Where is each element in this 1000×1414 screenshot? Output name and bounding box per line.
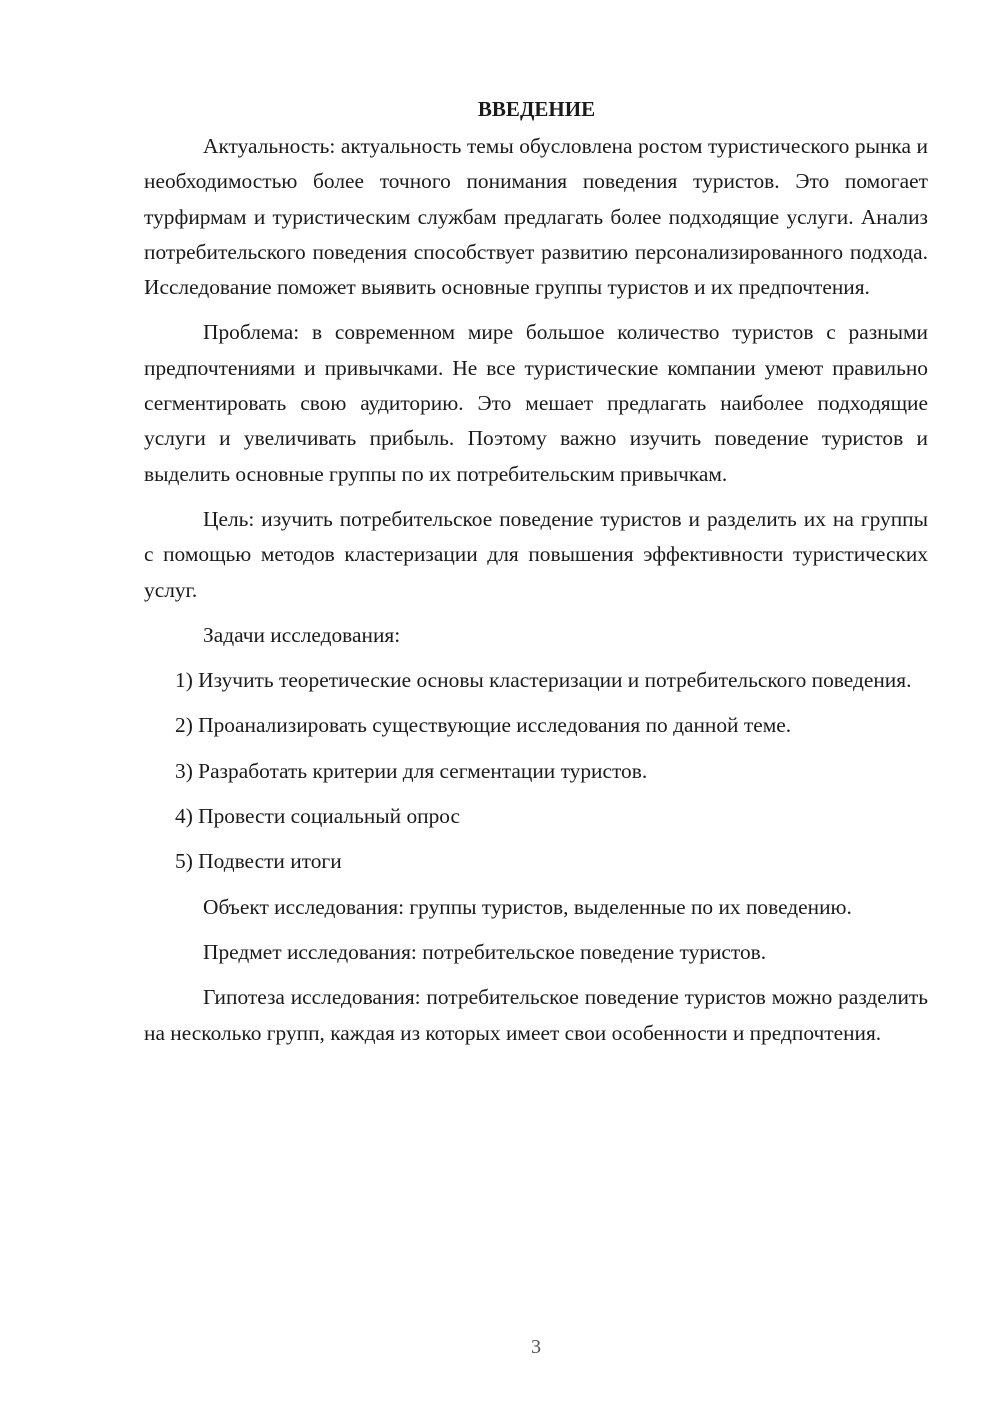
paragraph-hypothesis: Гипотеза исследования: потребительское поведение туристов можно разделить на несколько групп, каждая из которых имеет свои особенности и предпочтения. — [144, 985, 928, 1045]
paragraph-tasks-intro: Задачи исследования: — [203, 622, 401, 647]
section-heading: ВВЕДЕНИЕ — [477, 97, 596, 121]
list-item: 1) Изучить теоретические основы кластеризации и потребительского поведения. — [175, 668, 912, 693]
paragraph-problem: Проблема: в современном мире большое количество туристов с разными предпочтениями и привычками. Не все туристические компании умеют правильно сегментировать свою аудиторию. Это мешает предлагать наиболее подходящие услуги и увеличивать прибыль. Поэтому важно изучить поведение туристов и выделить основные группы по их потребительским привычкам. — [144, 320, 928, 486]
list-item: 3) Разработать критерии для сегментации туристов. — [175, 758, 648, 783]
list-item: 5) Подвести итоги — [175, 849, 342, 874]
page-number: 3 — [531, 1336, 541, 1358]
paragraph-relevance: Актуальность: актуальность темы обусловлена ростом туристического рынка и необходимостью более точного понимания поведения туристов. Это помогает турфирмам и туристическим службам предлагать более подходящие услуги. Анализ потребительского поведения способствует развитию персонализированного подхода. Исследование поможет выявить основные группы туристов и их предпочтения. — [144, 134, 928, 300]
tasks-list — [144, 663, 928, 879]
paragraph-goal: Цель: изучить потребительское поведение туристов и разделить их на группы с помощью методов кластеризации для повышения эффективности туристических услуг. — [144, 506, 928, 602]
list-item: 2) Проанализировать существующие исследования по данной теме. — [175, 713, 792, 738]
paragraph-object: Объект исследования: группы туристов, выделенные по их поведению. — [203, 894, 852, 919]
paragraph-subject: Предмет исследования: потребительское поведение туристов. — [203, 939, 767, 964]
list-item: 4) Провести социальный опрос — [175, 804, 461, 829]
document-page — [144, 92, 928, 1061]
